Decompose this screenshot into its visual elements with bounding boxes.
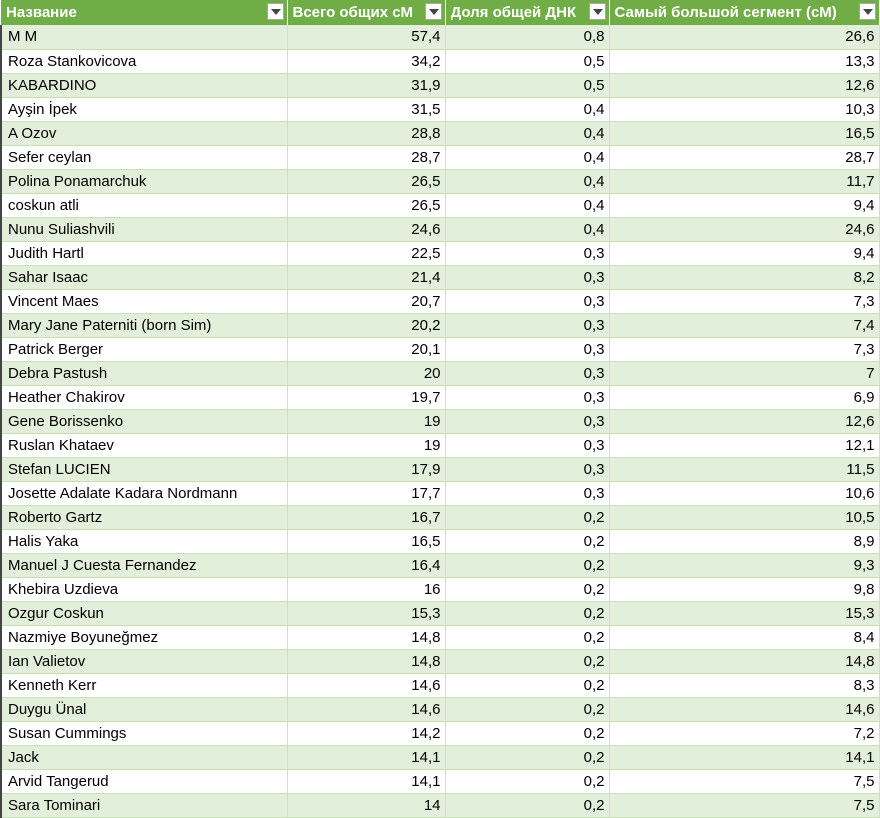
cell-largest-segment[interactable]: 9,3 (609, 553, 879, 577)
cell-name[interactable]: Arvid Tangerud (1, 769, 287, 793)
cell-total-cm[interactable]: 31,5 (287, 97, 445, 121)
cell-shared-dna[interactable]: 0,2 (445, 625, 609, 649)
cell-shared-dna[interactable]: 0,8 (445, 25, 609, 49)
cell-total-cm[interactable]: 16 (287, 577, 445, 601)
cell-name[interactable]: Ruslan Khataev (1, 433, 287, 457)
header-largest-segment[interactable]: Самый большой сегмент (сМ) (609, 0, 879, 25)
cell-total-cm[interactable]: 20,1 (287, 337, 445, 361)
cell-name[interactable]: Jack (1, 745, 287, 769)
cell-shared-dna[interactable]: 0,3 (445, 409, 609, 433)
header-row (1, 0, 879, 25)
cell-name[interactable]: Mary Jane Paterniti (born Sim) (1, 313, 287, 337)
cell-largest-segment[interactable]: 12,6 (609, 73, 879, 97)
cell-name[interactable]: Kenneth Kerr (1, 673, 287, 697)
cell-largest-segment[interactable]: 15,3 (609, 601, 879, 625)
cell-name[interactable]: Sefer ceylan (1, 145, 287, 169)
cell-shared-dna[interactable]: 0,2 (445, 553, 609, 577)
table-row (1, 121, 879, 145)
cell-shared-dna[interactable]: 0,2 (445, 649, 609, 673)
cell-largest-segment[interactable]: 8,2 (609, 265, 879, 289)
cell-shared-dna[interactable]: 0,3 (445, 289, 609, 313)
cell-total-cm[interactable]: 15,3 (287, 601, 445, 625)
cell-name[interactable]: Duygu Ünal (1, 697, 287, 721)
table-row (1, 25, 879, 49)
cell-total-cm[interactable]: 31,9 (287, 73, 445, 97)
cell-name[interactable]: Halis Yaka (1, 529, 287, 553)
cell-name[interactable]: Stefan LUCIEN (1, 457, 287, 481)
cell-shared-dna[interactable]: 0,3 (445, 361, 609, 385)
cell-largest-segment[interactable]: 28,7 (609, 145, 879, 169)
cell-total-cm[interactable]: 16,7 (287, 505, 445, 529)
filter-dropdown-icon[interactable] (425, 3, 442, 20)
cell-shared-dna[interactable]: 0,2 (445, 601, 609, 625)
cell-name[interactable]: coskun atli (1, 193, 287, 217)
cell-name[interactable]: Roberto Gartz (1, 505, 287, 529)
cell-shared-dna[interactable]: 0,3 (445, 481, 609, 505)
cell-total-cm[interactable]: 20,7 (287, 289, 445, 313)
cell-name[interactable]: M M (1, 25, 287, 49)
cell-shared-dna[interactable]: 0,4 (445, 145, 609, 169)
cell-total-cm[interactable]: 14,2 (287, 721, 445, 745)
cell-name[interactable]: Khebira Uzdieva (1, 577, 287, 601)
table-row (1, 169, 879, 193)
cell-shared-dna[interactable]: 0,4 (445, 97, 609, 121)
table-row (1, 673, 879, 697)
cell-largest-segment[interactable]: 24,6 (609, 217, 879, 241)
cell-name[interactable]: Nazmiye Boyuneğmez (1, 625, 287, 649)
table-row (1, 313, 879, 337)
cell-largest-segment[interactable]: 7,5 (609, 769, 879, 793)
cell-name[interactable]: Sahar Isaac (1, 265, 287, 289)
cell-shared-dna[interactable]: 0,2 (445, 721, 609, 745)
filter-dropdown-icon[interactable] (267, 3, 284, 20)
table-row (1, 529, 879, 553)
cell-shared-dna[interactable]: 0,3 (445, 313, 609, 337)
table-row (1, 409, 879, 433)
cell-largest-segment[interactable]: 12,1 (609, 433, 879, 457)
cell-largest-segment[interactable]: 10,6 (609, 481, 879, 505)
cell-total-cm[interactable]: 14 (287, 793, 445, 817)
cell-shared-dna[interactable]: 0,3 (445, 241, 609, 265)
cell-total-cm[interactable]: 17,9 (287, 457, 445, 481)
cell-largest-segment[interactable]: 7,4 (609, 313, 879, 337)
cell-name[interactable]: Nunu Suliashvili (1, 217, 287, 241)
cell-total-cm[interactable]: 34,2 (287, 49, 445, 73)
cell-name[interactable]: Sara Tominari (1, 793, 287, 817)
cell-name[interactable]: KABARDINO (1, 73, 287, 97)
table-row (1, 145, 879, 169)
cell-total-cm[interactable]: 14,1 (287, 745, 445, 769)
cell-shared-dna[interactable]: 0,2 (445, 529, 609, 553)
cell-largest-segment[interactable]: 13,3 (609, 49, 879, 73)
cell-shared-dna[interactable]: 0,2 (445, 577, 609, 601)
cell-largest-segment[interactable]: 7,5 (609, 793, 879, 817)
table-row (1, 265, 879, 289)
cell-total-cm[interactable]: 19 (287, 433, 445, 457)
cell-largest-segment[interactable]: 14,8 (609, 649, 879, 673)
cell-largest-segment[interactable]: 10,3 (609, 97, 879, 121)
cell-shared-dna[interactable]: 0,2 (445, 697, 609, 721)
cell-total-cm[interactable]: 14,8 (287, 625, 445, 649)
table-row (1, 73, 879, 97)
cell-total-cm[interactable]: 28,8 (287, 121, 445, 145)
cell-shared-dna[interactable]: 0,2 (445, 745, 609, 769)
cell-largest-segment[interactable]: 8,3 (609, 673, 879, 697)
table-row (1, 385, 879, 409)
cell-shared-dna[interactable]: 0,5 (445, 49, 609, 73)
cell-total-cm[interactable]: 16,5 (287, 529, 445, 553)
cell-total-cm[interactable]: 14,6 (287, 697, 445, 721)
cell-largest-segment[interactable]: 16,5 (609, 121, 879, 145)
cell-name[interactable]: Judith Hartl (1, 241, 287, 265)
table-row (1, 553, 879, 577)
table-row (1, 649, 879, 673)
cell-name[interactable]: A Ozov (1, 121, 287, 145)
table-row (1, 241, 879, 265)
cell-largest-segment[interactable]: 11,5 (609, 457, 879, 481)
cell-total-cm[interactable]: 22,5 (287, 241, 445, 265)
cell-total-cm[interactable]: 24,6 (287, 217, 445, 241)
table-row (1, 193, 879, 217)
cell-total-cm[interactable]: 14,6 (287, 673, 445, 697)
cell-shared-dna[interactable]: 0,3 (445, 457, 609, 481)
table-row (1, 457, 879, 481)
table-row (1, 769, 879, 793)
cell-name[interactable]: Josette Adalate Kadara Nordmann (1, 481, 287, 505)
cell-shared-dna[interactable]: 0,3 (445, 265, 609, 289)
cell-largest-segment[interactable]: 9,8 (609, 577, 879, 601)
cell-largest-segment[interactable]: 8,9 (609, 529, 879, 553)
filter-dropdown-icon[interactable] (589, 3, 606, 20)
table-row (1, 601, 879, 625)
cell-total-cm[interactable]: 19,7 (287, 385, 445, 409)
cell-largest-segment[interactable]: 14,6 (609, 697, 879, 721)
cell-name[interactable]: Polina Ponamarchuk (1, 169, 287, 193)
cell-shared-dna[interactable]: 0,4 (445, 217, 609, 241)
cell-shared-dna[interactable]: 0,4 (445, 121, 609, 145)
cell-shared-dna[interactable]: 0,3 (445, 433, 609, 457)
cell-name[interactable]: Susan Cummings (1, 721, 287, 745)
cell-name[interactable]: Manuel J Cuesta Fernandez (1, 553, 287, 577)
table-row (1, 361, 879, 385)
table-row (1, 505, 879, 529)
cell-total-cm[interactable]: 16,4 (287, 553, 445, 577)
cell-shared-dna[interactable]: 0,2 (445, 769, 609, 793)
table-row (1, 721, 879, 745)
cell-name[interactable]: Ozgur Coskun (1, 601, 287, 625)
cell-name[interactable]: Debra Pastush (1, 361, 287, 385)
table-row (1, 577, 879, 601)
cell-name[interactable]: Heather Chakirov (1, 385, 287, 409)
cell-name[interactable]: Ayşin İpek (1, 97, 287, 121)
table-row (1, 433, 879, 457)
cell-total-cm[interactable]: 21,4 (287, 265, 445, 289)
cell-largest-segment[interactable]: 7,2 (609, 721, 879, 745)
cell-largest-segment[interactable]: 9,4 (609, 241, 879, 265)
cell-shared-dna[interactable]: 0,3 (445, 337, 609, 361)
cell-largest-segment[interactable]: 8,4 (609, 625, 879, 649)
header-shared-dna[interactable]: Доля общей ДНК (445, 0, 609, 25)
cell-name[interactable]: Vincent Maes (1, 289, 287, 313)
table-row (1, 49, 879, 73)
table-row (1, 481, 879, 505)
cell-largest-segment[interactable]: 9,4 (609, 193, 879, 217)
table-row (1, 697, 879, 721)
cell-total-cm[interactable]: 26,5 (287, 193, 445, 217)
cell-total-cm[interactable]: 26,5 (287, 169, 445, 193)
cell-largest-segment[interactable]: 6,9 (609, 385, 879, 409)
cell-largest-segment[interactable]: 14,1 (609, 745, 879, 769)
cell-shared-dna[interactable]: 0,4 (445, 169, 609, 193)
cell-total-cm[interactable]: 57,4 (287, 25, 445, 49)
cell-largest-segment[interactable]: 12,6 (609, 409, 879, 433)
cell-total-cm[interactable]: 28,7 (287, 145, 445, 169)
cell-largest-segment[interactable]: 11,7 (609, 169, 879, 193)
cell-total-cm[interactable]: 19 (287, 409, 445, 433)
cell-shared-dna[interactable]: 0,5 (445, 73, 609, 97)
table-row (1, 217, 879, 241)
table-row (1, 289, 879, 313)
cell-shared-dna[interactable]: 0,4 (445, 193, 609, 217)
cell-total-cm[interactable]: 20,2 (287, 313, 445, 337)
cell-total-cm[interactable]: 14,8 (287, 649, 445, 673)
table-row (1, 625, 879, 649)
cell-total-cm[interactable]: 20 (287, 361, 445, 385)
cell-largest-segment[interactable]: 7,3 (609, 289, 879, 313)
table-row (1, 97, 879, 121)
header-total-cm[interactable]: Всего общих сМ (287, 0, 445, 25)
cell-shared-dna[interactable]: 0,2 (445, 505, 609, 529)
cell-shared-dna[interactable]: 0,2 (445, 793, 609, 817)
cell-largest-segment[interactable]: 10,5 (609, 505, 879, 529)
cell-shared-dna[interactable]: 0,2 (445, 673, 609, 697)
cell-largest-segment[interactable]: 7,3 (609, 337, 879, 361)
table-row (1, 793, 879, 817)
cell-total-cm[interactable]: 14,1 (287, 769, 445, 793)
header-name[interactable]: Название (1, 0, 287, 25)
cell-name[interactable]: Patrick Berger (1, 337, 287, 361)
table-row (1, 337, 879, 361)
cell-name[interactable]: Roza Stankovicova (1, 49, 287, 73)
cell-name[interactable]: Gene Borissenko (1, 409, 287, 433)
cell-largest-segment[interactable]: 7 (609, 361, 879, 385)
table-row (1, 745, 879, 769)
cell-name[interactable]: Ian Valietov (1, 649, 287, 673)
cell-largest-segment[interactable]: 26,6 (609, 25, 879, 49)
cell-total-cm[interactable]: 17,7 (287, 481, 445, 505)
cell-shared-dna[interactable]: 0,3 (445, 385, 609, 409)
filter-dropdown-icon[interactable] (859, 3, 876, 20)
